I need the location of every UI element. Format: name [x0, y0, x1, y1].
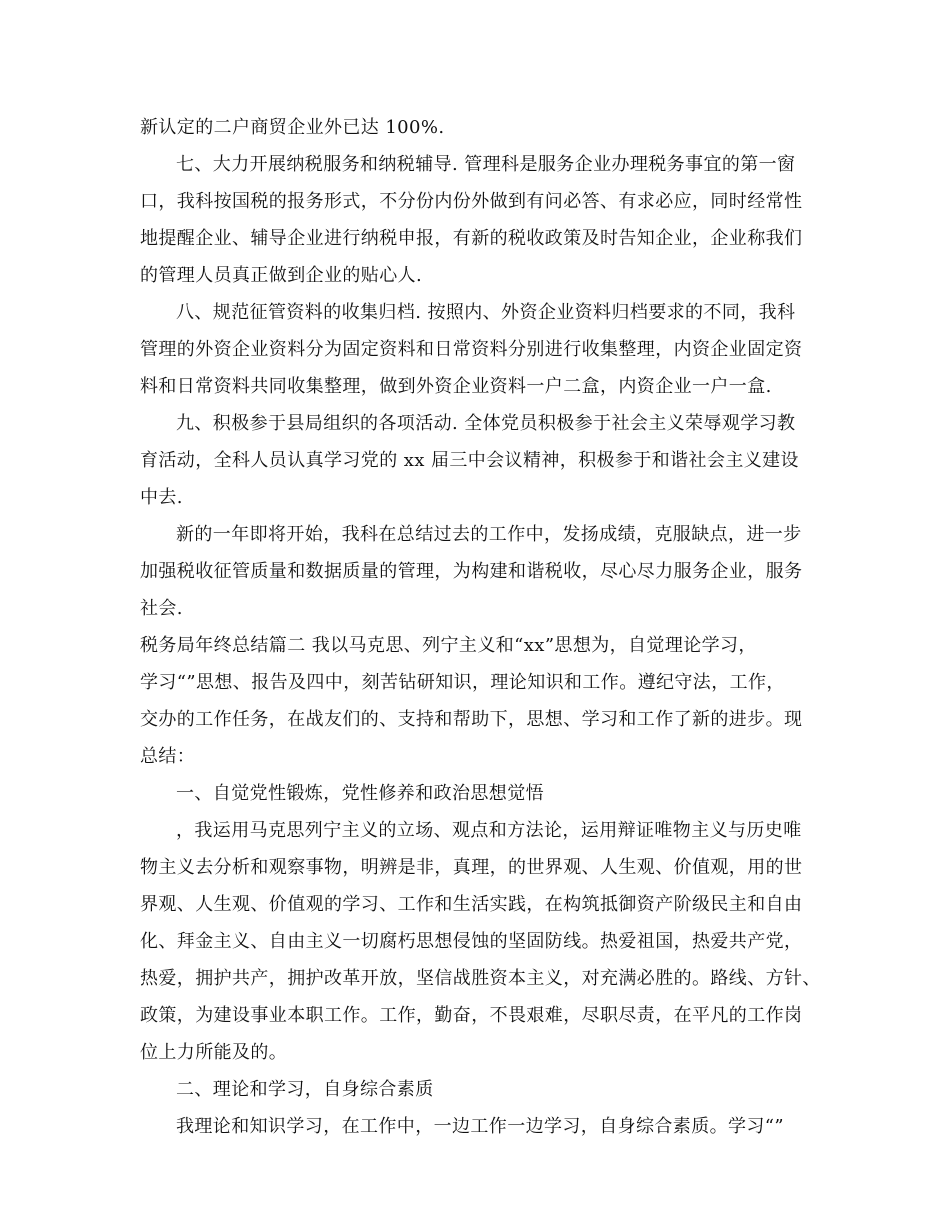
text-line: 位上力所能及的。 [140, 1042, 288, 1063]
section-title-part-two: 税务局年终总结篇二 我以马克思、列宁主义和“xx”思想为，自觉理论学习， [140, 635, 757, 656]
text-line: 管理的外资企业资料分为固定资料和日常资料分别进行收集整理，内资企业固定资 [140, 339, 803, 360]
text-line: 物主义去分析和观察事物，明辨是非，真理，的世界观、人生观、价值观，用的世 [140, 857, 803, 878]
paragraph-heading-nine: 九、积极参于县局组织的各项活动. 全体党员积极参于社会主义荣辱观学习教 [176, 413, 796, 434]
paragraph-heading-seven: 七、大力开展纳税服务和纳税辅导. 管理科是服务企业办理税务事宜的第一窗 [176, 154, 796, 175]
text-line: 口，我科按国税的报务形式，不分份内份外做到有问必答、有求必应，同时经常性 [140, 191, 803, 212]
text-line: 地提醒企业、辅导企业进行纳税申报，有新的税收政策及时告知企业，企业称我们 [140, 228, 803, 249]
text-line: 交办的工作任务，在战友们的、支持和帮助下，思想、学习和工作了新的进步。现 [140, 709, 803, 730]
text-line: 育活动，全科人员认真学习党的 xx 届三中会议精神，积极参于和谐社会主义建设 [140, 450, 799, 471]
text-line: 加强税收征管质量和数据质量的管理，为构建和谐税收，尽心尽力服务企业，服务 [140, 561, 803, 582]
text-line: 学习“”思想、报告及四中，刻苦钻研知识，理论知识和工作。遵纪守法，工作， [140, 672, 785, 693]
paragraph-heading-eight: 八、规范征管资料的收集归档. 按照内、外资企业资料归档要求的不同，我科 [176, 302, 796, 323]
text-line: 社会. [140, 598, 183, 619]
text-line: 热爱，拥护共产，拥护改革开放，坚信战胜资本主义，对充满必胜的。路线、方针、 [140, 968, 821, 989]
text-line: 料和日常资料共同收集整理，做到外资企业资料一户二盒，内资企业一户一盒. [140, 376, 772, 397]
text-line: 政策，为建设事业本职工作。工作，勤奋，不畏艰难，尽职尽责，在平凡的工作岗 [140, 1005, 803, 1026]
text-line: 总结： [140, 746, 196, 767]
heading-two: 二、理论和学习，自身综合素质 [176, 1079, 434, 1100]
text-line: 的管理人员真正做到企业的贴心人. [140, 265, 423, 286]
paragraph-new-year: 新的一年即将开始，我科在总结过去的工作中，发扬成绩，克服缺点，进一步 [176, 524, 802, 545]
text-line: ，我运用马克思列宁主义的立场、观点和方法论，运用辩证唯物主义与历史唯 [176, 820, 802, 841]
text-line: 新认定的二户商贸企业外已达 100%. [140, 117, 445, 138]
text-line: 界观、人生观、价值观的学习、工作和生活实践，在构筑抵御资产阶级民主和自由 [140, 894, 803, 915]
heading-one: 一、自觉党性锻炼，党性修养和政治思想觉悟 [176, 783, 544, 804]
text-line: 中去. [140, 487, 183, 508]
text-line: 我理论和知识学习，在工作中，一边工作一边学习，自身综合素质。学习“” [176, 1116, 785, 1137]
text-line: 化、拜金主义、自由主义一切腐朽思想侵蚀的坚固防线。热爱祖国，热爱共产党， [140, 931, 803, 952]
